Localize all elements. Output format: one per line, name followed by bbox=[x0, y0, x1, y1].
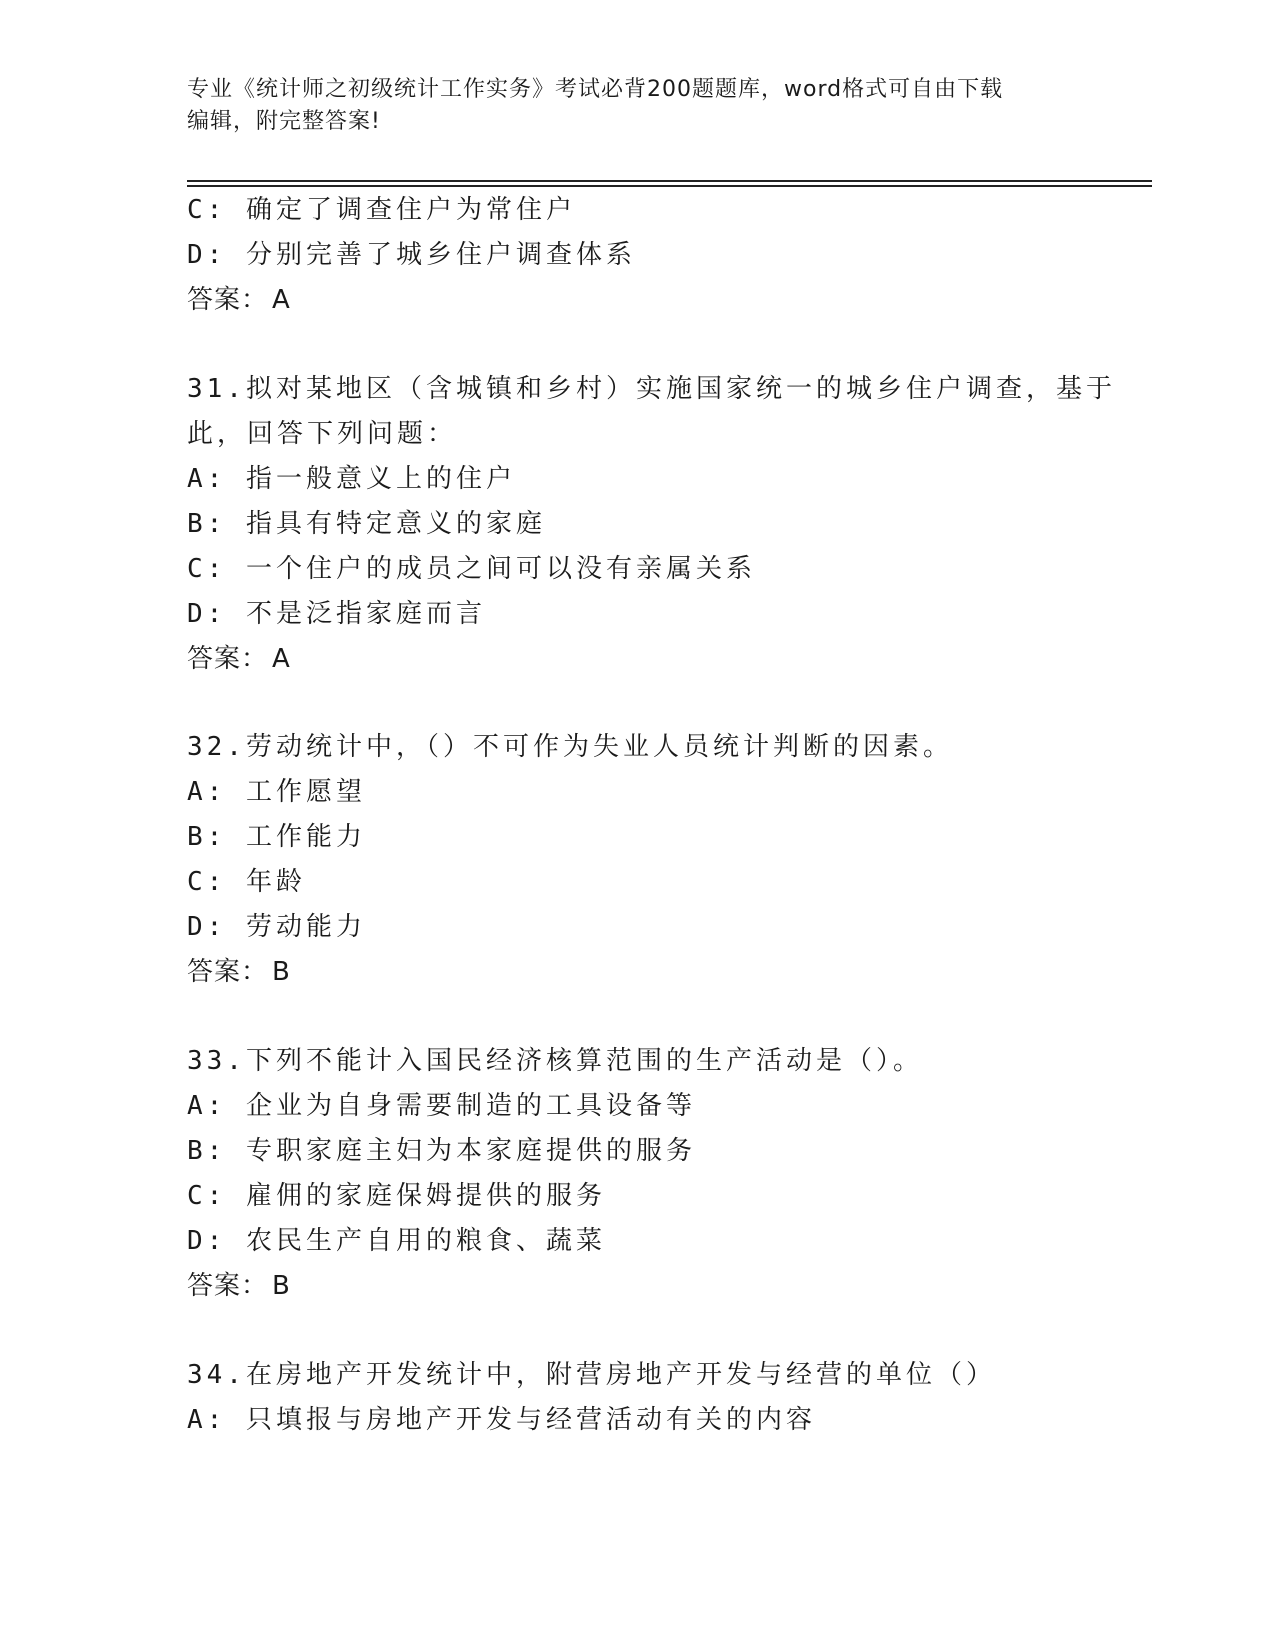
q31-option-c: C: 一个住户的成员之间可以没有亲属关系 bbox=[187, 554, 756, 584]
q31-option-d: D: 不是泛指家庭而言 bbox=[187, 599, 486, 629]
header-divider-top bbox=[187, 180, 1152, 182]
q33-answer bbox=[187, 1268, 290, 1304]
q32-answer bbox=[187, 954, 290, 990]
q32-option-a: A: 工作愿望 bbox=[187, 777, 366, 807]
q32-option-b: B: 工作能力 bbox=[187, 822, 366, 852]
q32-answer-value: B bbox=[272, 957, 290, 987]
q32-option-d: D: 劳动能力 bbox=[187, 912, 366, 942]
q32-stem: 32.劳动统计中，（）不可作为失业人员统计判断的因素。 bbox=[187, 732, 953, 762]
q32-answer-label: 答案： bbox=[187, 957, 269, 987]
q31-stem-line-1: 31.拟对某地区（含城镇和乡村）实施国家统一的城乡住户调查，基于 bbox=[187, 374, 1116, 404]
q31-answer-label: 答案： bbox=[187, 644, 269, 674]
header-title-line-2: 编辑，附完整答案! bbox=[187, 109, 381, 134]
q31-option-b: B: 指具有特定意义的家庭 bbox=[187, 509, 546, 539]
q34-stem: 34.在房地产开发统计中，附营房地产开发与经营的单位（） bbox=[187, 1360, 996, 1390]
q33-option-c: C: 雇佣的家庭保姆提供的服务 bbox=[187, 1181, 606, 1211]
q32-option-c: C: 年龄 bbox=[187, 867, 306, 897]
q30-answer-label: 答案： bbox=[187, 285, 269, 315]
q33-option-a: A: 企业为自身需要制造的工具设备等 bbox=[187, 1091, 696, 1121]
q30-option-d: D: 分别完善了城乡住户调查体系 bbox=[187, 240, 636, 270]
q31-stem-line-2: 此，回答下列问题： bbox=[187, 419, 458, 449]
q34-option-a: A: 只填报与房地产开发与经营活动有关的内容 bbox=[187, 1405, 816, 1435]
q30-answer bbox=[187, 282, 290, 318]
q33-answer-value: B bbox=[272, 1271, 290, 1301]
q31-option-a: A: 指一般意义上的住户 bbox=[187, 464, 516, 494]
q33-option-b: B: 专职家庭主妇为本家庭提供的服务 bbox=[187, 1136, 696, 1166]
q30-option-c: C: 确定了调查住户为常住户 bbox=[187, 195, 576, 225]
page-header bbox=[187, 74, 1067, 138]
q31-answer bbox=[187, 641, 290, 677]
q33-option-d: D: 农民生产自用的粮食、蔬菜 bbox=[187, 1226, 606, 1256]
q33-answer-label: 答案： bbox=[187, 1271, 269, 1301]
q33-stem: 33.下列不能计入国民经济核算范围的生产活动是（）。 bbox=[187, 1046, 923, 1076]
q31-answer-value: A bbox=[272, 644, 290, 674]
header-divider-bottom bbox=[187, 185, 1152, 187]
header-title-line-1: 专业《统计师之初级统计工作实务》考试必背200题题库，word格式可自由下载 bbox=[187, 77, 1004, 102]
q30-answer-value: A bbox=[272, 285, 290, 315]
